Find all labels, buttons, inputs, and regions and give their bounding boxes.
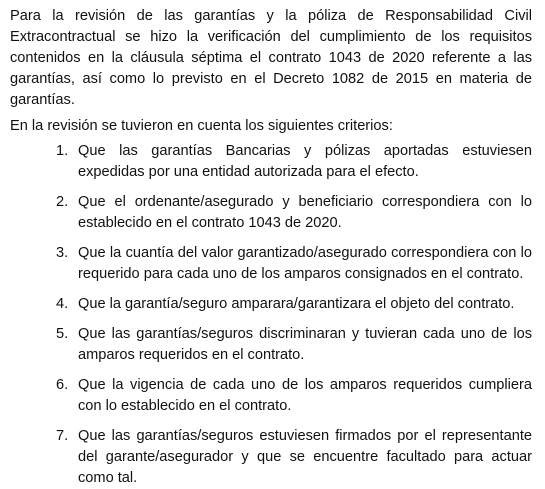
document-body [10, 6, 532, 489]
list-item-number: 4. [56, 296, 69, 312]
list-item-text: Que las garantías Bancarias y pólizas aportadas estuviesen expedidas por una entidad autorizada para el efecto. [78, 143, 532, 180]
list-item-text: Que el ordenante/asegurado y beneficiario correspondiera con lo establecido en el contrato 1043 de 2020. [78, 194, 532, 231]
list-item-text: Que la cuantía del valor garantizado/asegurado correspondiera con lo requerido para cada uno de los amparos consignados en el contrato. [78, 245, 532, 282]
list-item-text: Que la vigencia de cada uno de los amparos requeridos cumpliera con lo establecido en el contrato. [78, 377, 532, 414]
list-item [10, 294, 532, 315]
list-item-text: Que las garantías/seguros estuviesen firmados por el representante del garante/asegurador y que se encuentre facultado para actuar como tal. [78, 428, 532, 486]
list-item-text: Que la garantía/seguro amparara/garantizara el objeto del contrato. [78, 296, 515, 312]
list-item-number: 6. [56, 377, 69, 393]
list-item [10, 192, 532, 234]
list-item-number: 5. [56, 326, 69, 342]
list-item [10, 324, 532, 366]
criteria-heading: En la revisión se tuvieron en cuenta los siguientes criterios: [10, 118, 393, 134]
list-item-number: 2. [56, 194, 69, 210]
list-item [10, 141, 532, 183]
list-item [10, 426, 532, 489]
list-item-text: Que las garantías/seguros discriminaran y tuvieran cada uno de los amparos requeridos en el contrato. [78, 326, 532, 363]
list-item [10, 243, 532, 285]
intro-paragraph: Para la revisión de las garantías y la póliza de Responsabilidad Civil Extracontractual se hizo la verificación del cumplimiento de los requisitos contenidos en la cláusula séptima el contrato 1043 de 2020 referente a las garantías, así como lo previsto en el Decreto 1082 de 2015 en materia de garantías. [10, 8, 532, 108]
list-item [10, 375, 532, 417]
criteria-list [10, 141, 532, 489]
list-item-number: 1. [56, 143, 69, 159]
list-item-number: 3. [56, 245, 69, 261]
list-item-number: 7. [56, 428, 69, 444]
